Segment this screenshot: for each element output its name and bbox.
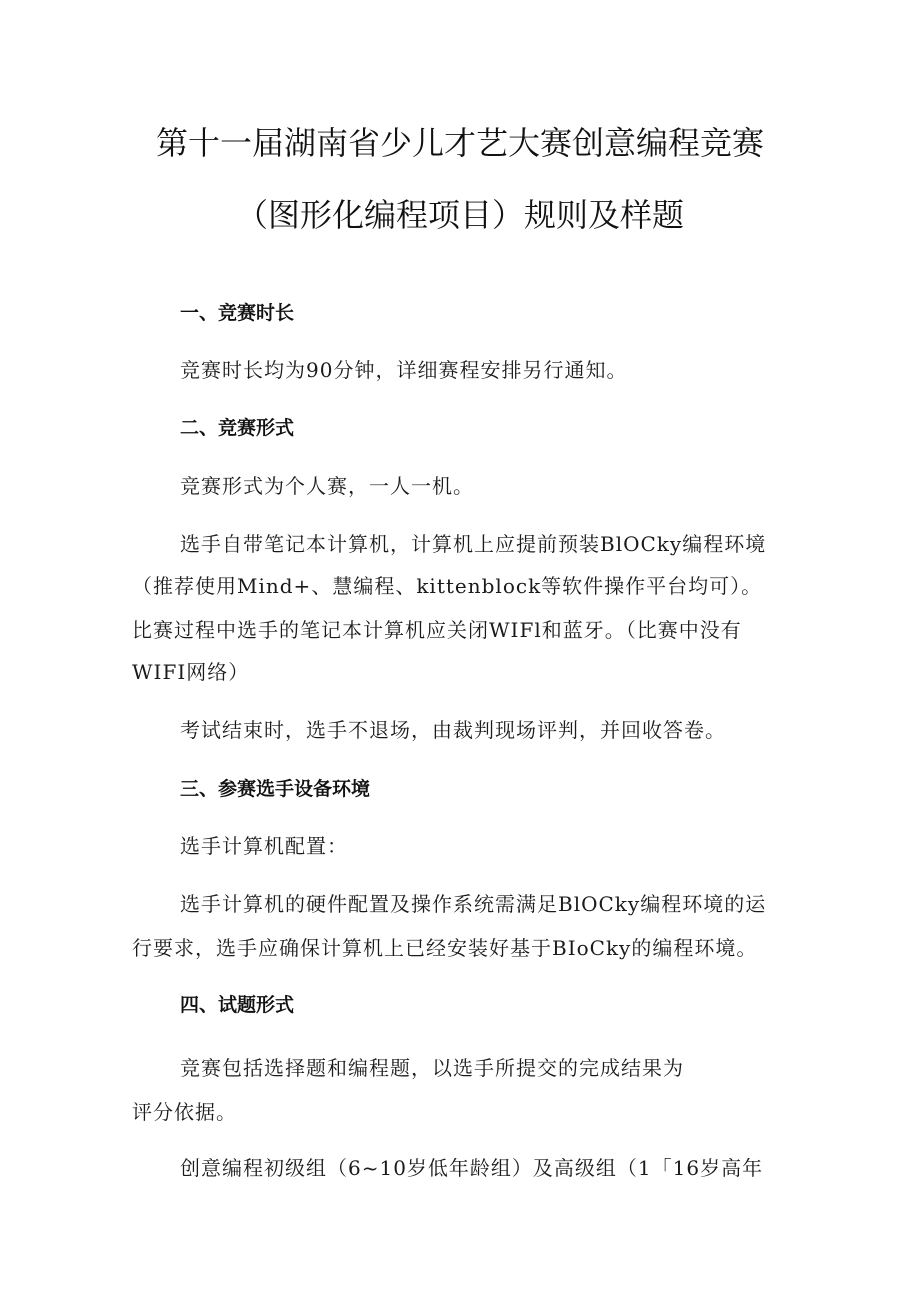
- paragraph-line: 考试结束时，选手不退场，由裁判现场评判，并回收答卷。: [180, 718, 726, 742]
- paragraph-line: 竞赛时长均为90分钟，详细赛程安排另行通知。: [180, 358, 628, 382]
- paragraph-line: 比赛过程中选手的笔记本计算机应关闭WIFl和蓝牙。（比赛中没有: [132, 618, 742, 642]
- paragraph-line: 竞赛形式为个人赛，一人一机。: [180, 474, 474, 498]
- section-heading-duration: 一、竞赛时长: [180, 302, 295, 324]
- document-title-line-1: 第十一届湖南省少儿才艺大赛创意编程竞赛: [155, 124, 764, 162]
- paragraph-line: WIFI网络）: [132, 660, 250, 684]
- paragraph-line: 行要求，选手应确保计算机上已经安装好基于BIoCky的编程环境。: [132, 936, 758, 960]
- paragraph-line: （推荐使用Mind+、慧编程、kittenblock等软件操作平台均可）。: [132, 574, 763, 598]
- paragraph-line: 竞赛包括选择题和编程题，以选手所提交的完成结果为: [180, 1056, 684, 1080]
- section-heading-equipment: 三、参赛选手设备环境: [180, 778, 371, 800]
- paragraph-line: 评分依据。: [132, 1100, 237, 1124]
- paragraph-line: 选手自带笔记本计算机，计算机上应提前预装BlOCky编程环境: [180, 532, 767, 556]
- document-title-line-2: （图形化编程项目）规则及样题: [235, 196, 684, 234]
- section-heading-question-format: 四、试题形式: [180, 994, 295, 1016]
- paragraph-line: 创意编程初级组（6~10岁低年龄组）及高级组（1「16岁高年: [180, 1156, 764, 1180]
- paragraph-line: 选手计算机的硬件配置及操作系统需满足BlOCky编程环境的运: [180, 892, 767, 916]
- section-heading-format: 二、竞赛形式: [180, 417, 295, 439]
- paragraph-line: 选手计算机配置：: [180, 834, 348, 858]
